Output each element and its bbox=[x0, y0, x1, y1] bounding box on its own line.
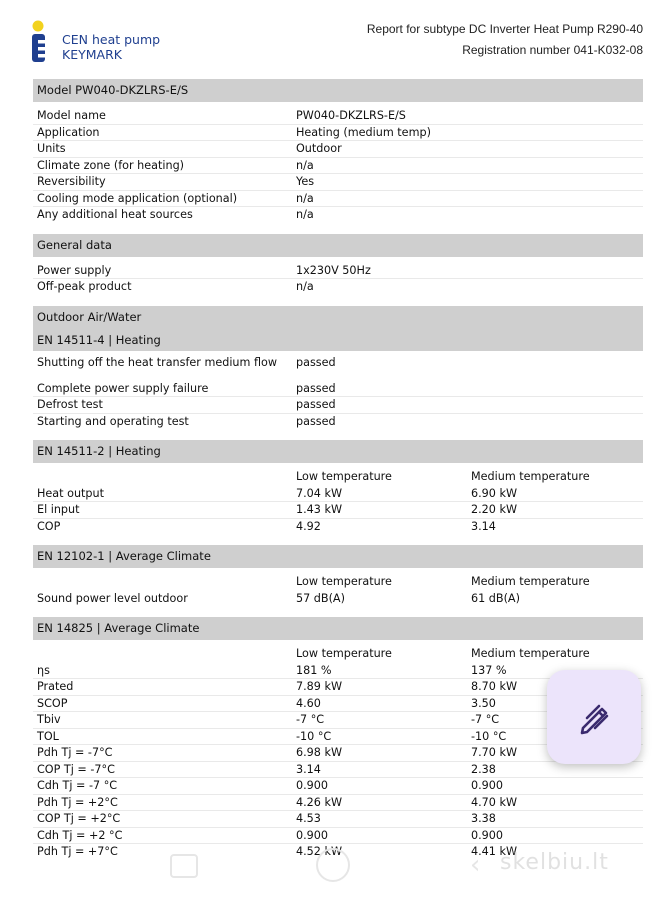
row-label: COP Tj = +2°C bbox=[37, 812, 121, 825]
row-value: Outdoor bbox=[296, 142, 342, 155]
table-row bbox=[33, 191, 643, 208]
row-low: 4.52 kW bbox=[296, 845, 343, 858]
row-low: 7.04 kW bbox=[296, 486, 343, 500]
row-low: 0.900 bbox=[296, 779, 329, 792]
home-button[interactable] bbox=[316, 848, 350, 882]
col-medium-temp: Medium temperature bbox=[471, 470, 590, 483]
section-en14511-2: EN 14511-2 | Heating bbox=[33, 440, 643, 463]
row-med: 137 % bbox=[471, 663, 507, 677]
row-low: 4.26 kW bbox=[296, 795, 343, 809]
pen-edit-icon bbox=[575, 698, 613, 736]
table-row bbox=[33, 414, 643, 431]
section-en12102-1: EN 12102-1 | Average Climate bbox=[33, 545, 643, 568]
row-low: 1.43 kW bbox=[296, 503, 343, 516]
row-label: Reversibility bbox=[37, 175, 106, 188]
row-label: Off-peak product bbox=[37, 280, 132, 293]
row-med: 0.900 bbox=[471, 779, 504, 792]
row-label: Pdh Tj = -7°C bbox=[37, 746, 113, 759]
row-low: 3.14 bbox=[296, 762, 321, 776]
row-med: 7.70 kW bbox=[471, 746, 518, 759]
row-label: Climate zone (for heating) bbox=[37, 158, 185, 172]
keymark-logo bbox=[30, 20, 190, 64]
table-row bbox=[33, 795, 643, 812]
row-label: COP bbox=[37, 519, 61, 533]
row-value: n/a bbox=[296, 158, 314, 172]
table-row bbox=[33, 279, 643, 296]
row-label: Starting and operating test bbox=[37, 414, 189, 428]
row-label: Prated bbox=[37, 680, 74, 693]
row-med: 2.20 kW bbox=[471, 503, 518, 516]
row-label: COP Tj = -7°C bbox=[37, 762, 115, 776]
row-value: passed bbox=[296, 381, 336, 395]
row-med: 3.50 bbox=[471, 696, 496, 710]
row-med: 0.900 bbox=[471, 828, 504, 842]
model-rows bbox=[33, 108, 643, 224]
column-header-row bbox=[33, 646, 643, 663]
row-med: 3.38 bbox=[471, 812, 496, 825]
row-med: 4.70 kW bbox=[471, 795, 518, 809]
row-low: 4.92 bbox=[296, 519, 321, 533]
row-label: Sound power level outdoor bbox=[37, 591, 188, 605]
section-en14825: EN 14825 | Average Climate bbox=[33, 617, 643, 640]
row-value: PW040-DKZLRS-E/S bbox=[296, 109, 406, 122]
col-medium-temp: Medium temperature bbox=[471, 575, 590, 588]
row-label: Any additional heat sources bbox=[37, 208, 193, 221]
column-header-row bbox=[33, 469, 643, 486]
table-row bbox=[33, 486, 643, 503]
section-en14511-4: EN 14511-4 | Heating bbox=[33, 329, 643, 351]
row-label: Pdh Tj = +7°C bbox=[37, 845, 118, 858]
row-label: Defrost test bbox=[37, 398, 103, 411]
logo-line1: CEN heat pump bbox=[62, 32, 161, 47]
row-label: Power supply bbox=[37, 263, 112, 277]
row-value: Yes bbox=[296, 175, 315, 188]
row-low: 6.98 kW bbox=[296, 746, 343, 759]
row-label: TOL bbox=[37, 729, 59, 743]
row-label: Tbiv bbox=[37, 713, 61, 726]
section-model: Model PW040-DKZLRS-E/S bbox=[33, 79, 643, 102]
row-low: 4.60 bbox=[296, 696, 321, 710]
table-row bbox=[33, 591, 643, 608]
row-med: 8.70 kW bbox=[471, 680, 518, 693]
report-meta bbox=[367, 19, 643, 61]
row-label: Cooling mode application (optional) bbox=[37, 191, 238, 205]
row-label: El input bbox=[37, 503, 80, 516]
registration-number: Registration number 041-K032-08 bbox=[462, 43, 643, 57]
row-low: 7.89 kW bbox=[296, 680, 343, 693]
row-low: 57 dB(A) bbox=[296, 591, 345, 605]
section-outdoor: Outdoor Air/Water bbox=[33, 306, 643, 329]
col-low-temp: Low temperature bbox=[296, 470, 392, 483]
logo-line2: KEYMARK bbox=[62, 47, 122, 62]
row-label: Cdh Tj = -7 °C bbox=[37, 779, 118, 792]
row-med: -7 °C bbox=[471, 713, 500, 726]
table-row bbox=[33, 762, 643, 779]
report-title: Report for subtype DC Inverter Heat Pump R290-40 bbox=[366, 22, 643, 36]
table-row bbox=[33, 108, 643, 125]
col-low-temp: Low temperature bbox=[296, 647, 392, 660]
row-value: Heating (medium temp) bbox=[296, 125, 431, 139]
row-low: -10 °C bbox=[296, 729, 332, 743]
row-label: SCOP bbox=[37, 696, 68, 710]
row-label: Application bbox=[37, 125, 100, 139]
row-med: 3.14 bbox=[471, 519, 496, 533]
row-low: -7 °C bbox=[296, 713, 325, 726]
row-med: 2.38 bbox=[471, 762, 496, 776]
row-label: Units bbox=[37, 142, 66, 155]
row-low: 181 % bbox=[296, 663, 332, 677]
row-value: 1x230V 50Hz bbox=[296, 263, 371, 277]
recent-apps-button[interactable] bbox=[170, 854, 198, 878]
table-row bbox=[33, 811, 643, 828]
row-value: passed bbox=[296, 414, 336, 428]
row-value: n/a bbox=[296, 191, 314, 205]
row-label: Pdh Tj = +2°C bbox=[37, 795, 118, 809]
table-row bbox=[33, 158, 643, 175]
row-value: passed bbox=[296, 355, 336, 369]
row-med: 61 dB(A) bbox=[471, 591, 520, 605]
row-label: ηs bbox=[37, 663, 50, 677]
system-nav-bar bbox=[0, 848, 669, 900]
row-low: 4.53 bbox=[296, 812, 321, 825]
table-row bbox=[33, 828, 643, 845]
col-low-temp: Low temperature bbox=[296, 575, 392, 588]
row-label: Cdh Tj = +2 °C bbox=[37, 828, 123, 842]
table-row bbox=[33, 207, 643, 224]
row-label: Shutting off the heat transfer medium flow bbox=[37, 355, 278, 369]
col-medium-temp: Medium temperature bbox=[471, 647, 590, 660]
table-row bbox=[33, 381, 643, 398]
edit-fab-button[interactable] bbox=[547, 670, 641, 764]
row-low: 0.900 bbox=[296, 828, 329, 842]
row-label: Model name bbox=[37, 109, 106, 122]
table-row bbox=[33, 778, 643, 795]
section-general-data: General data bbox=[33, 234, 643, 257]
row-med: -10 °C bbox=[471, 729, 507, 743]
table-row bbox=[33, 351, 643, 375]
keymark-logo-icon bbox=[30, 20, 52, 64]
row-value: n/a bbox=[296, 208, 314, 221]
row-label: Heat output bbox=[37, 486, 104, 500]
row-label: Complete power supply failure bbox=[37, 381, 209, 395]
logo-text bbox=[62, 32, 160, 62]
row-value: n/a bbox=[296, 280, 314, 293]
table-row bbox=[33, 397, 643, 414]
report-header bbox=[0, 0, 669, 72]
table-row bbox=[33, 519, 643, 536]
back-arrow-icon[interactable]: ‹ bbox=[470, 850, 481, 880]
table-row bbox=[33, 174, 643, 191]
table-row bbox=[33, 502, 643, 519]
row-value: passed bbox=[296, 398, 336, 411]
column-header-row bbox=[33, 574, 643, 591]
table-row bbox=[33, 263, 643, 280]
row-med: 4.41 kW bbox=[471, 845, 518, 858]
table-row bbox=[33, 141, 643, 158]
watermark-text: skelbiu.lt bbox=[500, 850, 609, 875]
row-med: 6.90 kW bbox=[471, 486, 518, 500]
table-row bbox=[33, 125, 643, 142]
